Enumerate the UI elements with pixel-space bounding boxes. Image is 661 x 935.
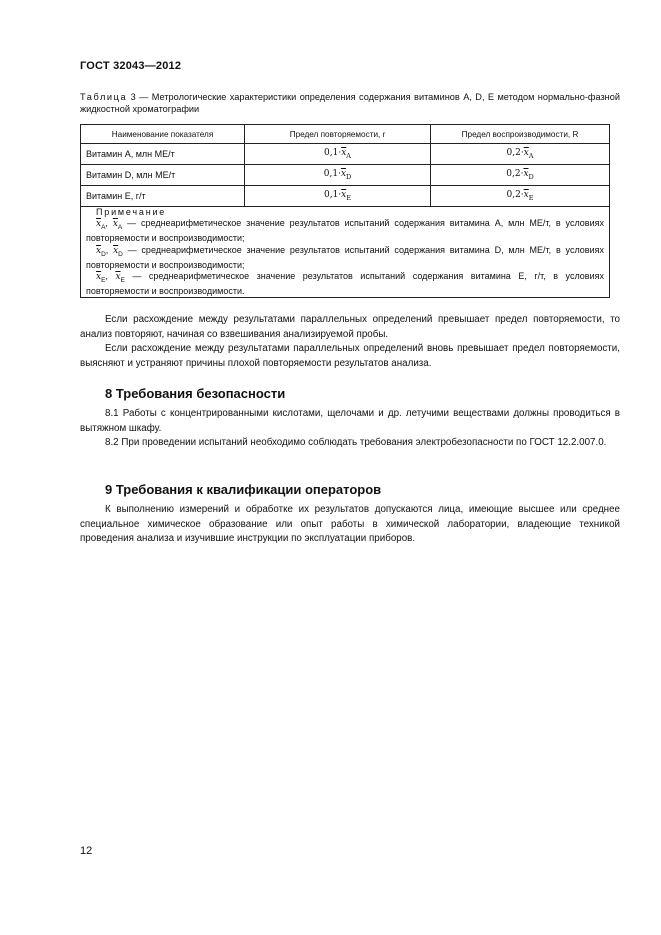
note-line: $\overline{x}_A$, $\overline{x}_A$ — среднеарифметическое значение результатов испытаний содержания витамина A, млн МЕ/т, в условиях повторяемости и воспроизводимости; [86,218,604,244]
table-row [81,186,610,207]
page-number: 12 [80,845,93,857]
mean-symbol: $\overline{x}$ [115,272,121,283]
row-name: Витамин D, млн МЕ/т [81,165,245,186]
header-repeatability: Предел повторяемости, r [245,125,431,144]
reproducibility-value [431,165,610,186]
subscript: E [101,277,106,285]
subscript: D [346,173,352,181]
mean-symbol: $\overline{x}$ [112,219,118,230]
coef: 0,1· [324,148,342,158]
subscript: A [117,224,123,232]
subscript: A [528,152,534,160]
row-name: Витамин E, г/т [81,186,245,207]
paragraph: 8.2 При проведении испытаний необходимо соблюдать требования электробезопасности по ГОСТ 12.2.007.0. [105,437,607,448]
reproducibility-value [431,144,610,165]
subscript: A [346,152,351,160]
table-note-row [81,207,610,298]
paragraph: К выполнению измерений и обработке их результатов допускаются лица, имеющие высшее или среднее специальное химическое образование или опыт работы в химической лаборатории, владеющие техникой проведения анализа и изучившие инструкции по эксплуатации приборов. [80,504,620,544]
mean-symbol: $\overline{x}$ [523,190,529,200]
note-line: $\overline{x}_D$, $\overline{x}_D$ — среднеарифметическое значение результатов испытаний содержания витамина D, млн МЕ/т, в условиях повторяемости и воспроизводимости; [86,244,604,270]
table-note [81,207,610,298]
metrology-table [80,124,610,298]
section-9-title: 9 Требования к квалификации операторов [105,482,382,497]
mean-symbol: $\overline{x}$ [341,148,347,158]
table-row [81,144,610,165]
repeatability-value [245,144,431,165]
mean-symbol: $\overline{x}$ [113,245,119,256]
coef: 0,1· [323,190,342,200]
header-reproducibility: Предел воспроизводимости, R [431,125,610,144]
repeatability-value [245,186,431,207]
repeatability-value [245,165,431,186]
paragraphs-after-table [80,313,620,371]
subscript: A [101,224,106,232]
note-text: — среднеарифметическое значение результатов испытаний содержания витамина A, млн МЕ/т, в условиях повторяемости и воспроизводимости; [86,218,604,244]
reproducibility-value [431,186,610,207]
paragraph: Если расхождение между результатами параллельных определений превышает предел повторяемости, то анализ повторяют, начиная со взвешивания анализируемой пробы. [80,314,620,340]
standard-header: ГОСТ 32043—2012 [80,60,182,72]
table-row [81,165,610,186]
mean-symbol: $\overline{x}$ [96,272,102,283]
subscript: E [528,194,534,202]
mean-symbol: $\overline{x}$ [341,190,347,200]
section-8-title: 8 Требования безопасности [105,386,286,401]
note-text: — среднеарифметическое значение результатов испытаний содержания витамина E, г/т, в условиях повторяемости и воспроизводимости. [86,271,604,297]
note-title: Примечание [96,207,167,217]
coef: 0,2· [506,169,524,179]
subscript: D [118,250,123,258]
coef: 0,2· [506,148,524,158]
subscript: E [120,277,125,285]
mean-symbol: $\overline{x}$ [96,219,102,230]
paragraph: 8.1 Работы с концентрированными кислотами, щелочами и др. летучими веществами должны проводиться в вытяжном шкафу. [80,408,620,434]
coef: 0,1· [323,169,341,179]
header-indicator: Наименование показателя [81,125,245,144]
coef: 0,2· [506,190,524,200]
mean-symbol: $\overline{x}$ [340,169,347,179]
section-9-body [80,503,620,547]
table-header-row [81,125,610,144]
paragraph: Если расхождение между результатами параллельных определений вновь превышает предел повторяемости, выясняют и устраняют причины плохой повторяемости результатов анализа. [80,343,620,369]
note-text: — среднеарифметическое значение результатов испытаний содержания витамина D, млн МЕ/т, в условиях повторяемости и воспроизводимости; [86,244,604,270]
section-8-body [80,407,620,451]
subscript: E [346,194,351,202]
table-caption-label: Таблица [80,92,128,102]
row-name: Витамин A, млн МЕ/т [81,144,245,165]
table-caption-text: 3 — Метрологические характеристики определения содержания витаминов A, D, E методом нормально-фазной жидкостной хроматографии [80,92,620,114]
subscript: D [101,250,106,258]
table-caption [80,92,620,115]
note-line: $\overline{x}_E$, $\overline{x}_E$ — среднеарифметическое значение результатов испытаний содержания витамина E, г/т, в условиях повторяемости и воспроизводимости. [86,271,604,297]
mean-symbol: $\overline{x}$ [96,245,102,256]
mean-symbol: $\overline{x}$ [523,148,529,158]
subscript: D [528,173,534,181]
mean-symbol: $\overline{x}$ [523,169,529,179]
